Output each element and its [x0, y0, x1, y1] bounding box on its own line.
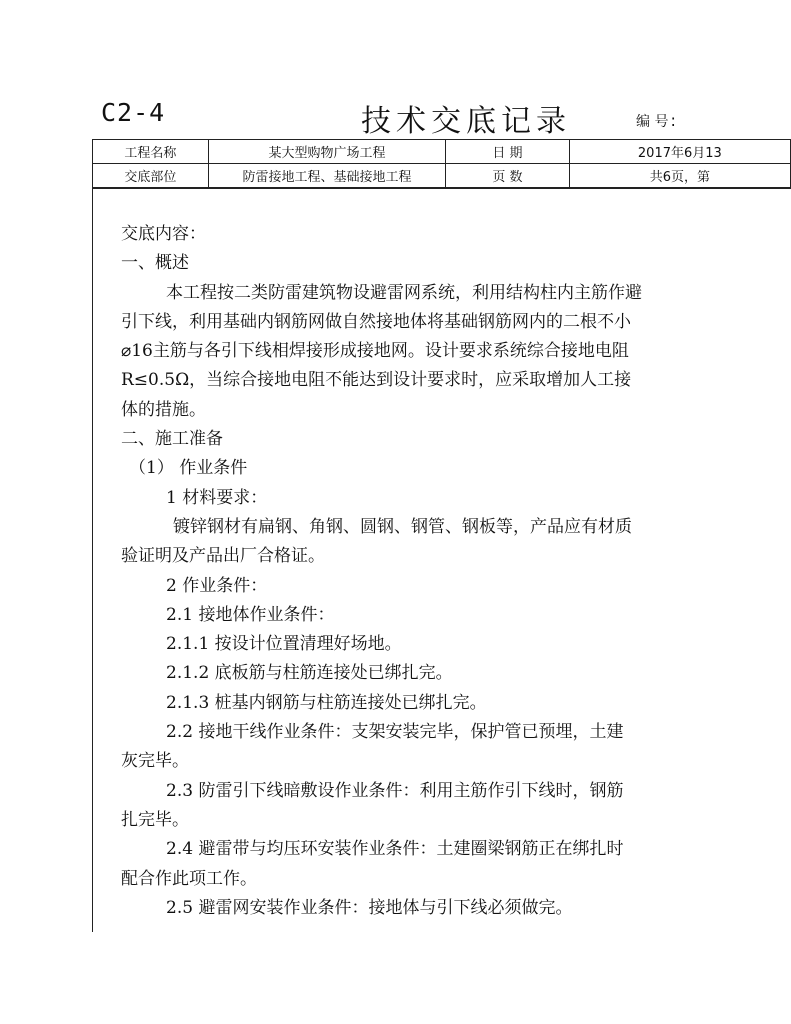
paragraph-line: R≤0.5Ω，当综合接地电阻不能达到设计要求时，应采取增加人工接 — [121, 370, 632, 391]
section-heading: 二、施工准备 — [121, 429, 223, 450]
content-frame-top — [92, 188, 791, 189]
list-item: 2.5 避雷网安装作业条件：接地体与引下线必须做完。 — [166, 897, 573, 918]
part-value: 防雷接地工程、基础接地工程 — [208, 164, 446, 188]
item-heading: 2 作业条件： — [166, 575, 268, 596]
section-heading: 一、概述 — [121, 253, 189, 274]
number-label-text: 编 号 — [636, 114, 669, 130]
list-item: 2.3 防雷引下线暗敷设作业条件：利用主筋作引下线时，钢筋 — [166, 780, 624, 801]
content-frame-left — [92, 139, 93, 932]
paragraph-line: 体的措施。 — [121, 399, 206, 420]
project-name-label: 工程名称 — [93, 140, 209, 164]
pages-label: 页 数 — [446, 164, 569, 188]
paragraph-line: 镀锌钢材有扁钢、角钢、圆钢、钢管、钢板等，产品应有材质 — [173, 516, 632, 537]
content-body — [121, 220, 701, 923]
item-heading: 1 材料要求： — [166, 487, 268, 508]
list-item: 2.1.3 桩基内钢筋与柱筋连接处已绑扎完。 — [166, 692, 487, 713]
number-colon: : — [670, 111, 676, 130]
part-label: 交底部位 — [93, 164, 209, 188]
info-table — [92, 139, 791, 188]
paragraph-line: 本工程按二类防雷建筑物设避雷网系统，利用结构柱内主筋作避 — [166, 282, 642, 303]
paragraph-line: 引下线，利用基础内钢筋网做自然接地体将基础钢筋网内的二根不小 — [121, 311, 631, 332]
info-row-project — [93, 140, 791, 164]
date-label: 日 期 — [446, 140, 569, 164]
paragraph-line: ⌀16主筋与各引下线相焊接形成接地网。设计要求系统综合接地电阻 — [121, 341, 629, 362]
list-item: 2.1.1 按设计位置清理好场地。 — [166, 634, 402, 655]
number-label — [636, 111, 676, 131]
paragraph-line: 扎完毕。 — [121, 809, 189, 830]
list-item: 2.1 接地体作业条件： — [166, 604, 335, 625]
document-title: 技术交底记录 — [361, 104, 571, 139]
paragraph-line: 灰完毕。 — [121, 751, 189, 772]
paragraph-line: 验证明及产品出厂合格证。 — [121, 546, 325, 567]
paragraph-line: 配合作此项工作。 — [121, 868, 257, 889]
list-item: 2.1.2 底板筋与柱筋连接处已绑扎完。 — [166, 663, 453, 684]
list-item: 2.4 避雷带与均压环安装作业条件：土建圈梁钢筋正在绑扎时 — [166, 839, 624, 860]
content-heading: 交底内容： — [121, 224, 206, 244]
list-item: 2.2 接地干线作业条件：支架安装完毕，保护管已预埋，土建 — [166, 722, 624, 743]
form-code: C2-4 — [101, 98, 166, 127]
pages-value: 共6页，第 — [569, 164, 790, 188]
date-value: 2017年6月13 — [569, 140, 790, 164]
info-row-part — [93, 164, 791, 188]
project-name-value: 某大型购物广场工程 — [208, 140, 446, 164]
subsection-heading: （1） 作业条件 — [129, 458, 248, 479]
